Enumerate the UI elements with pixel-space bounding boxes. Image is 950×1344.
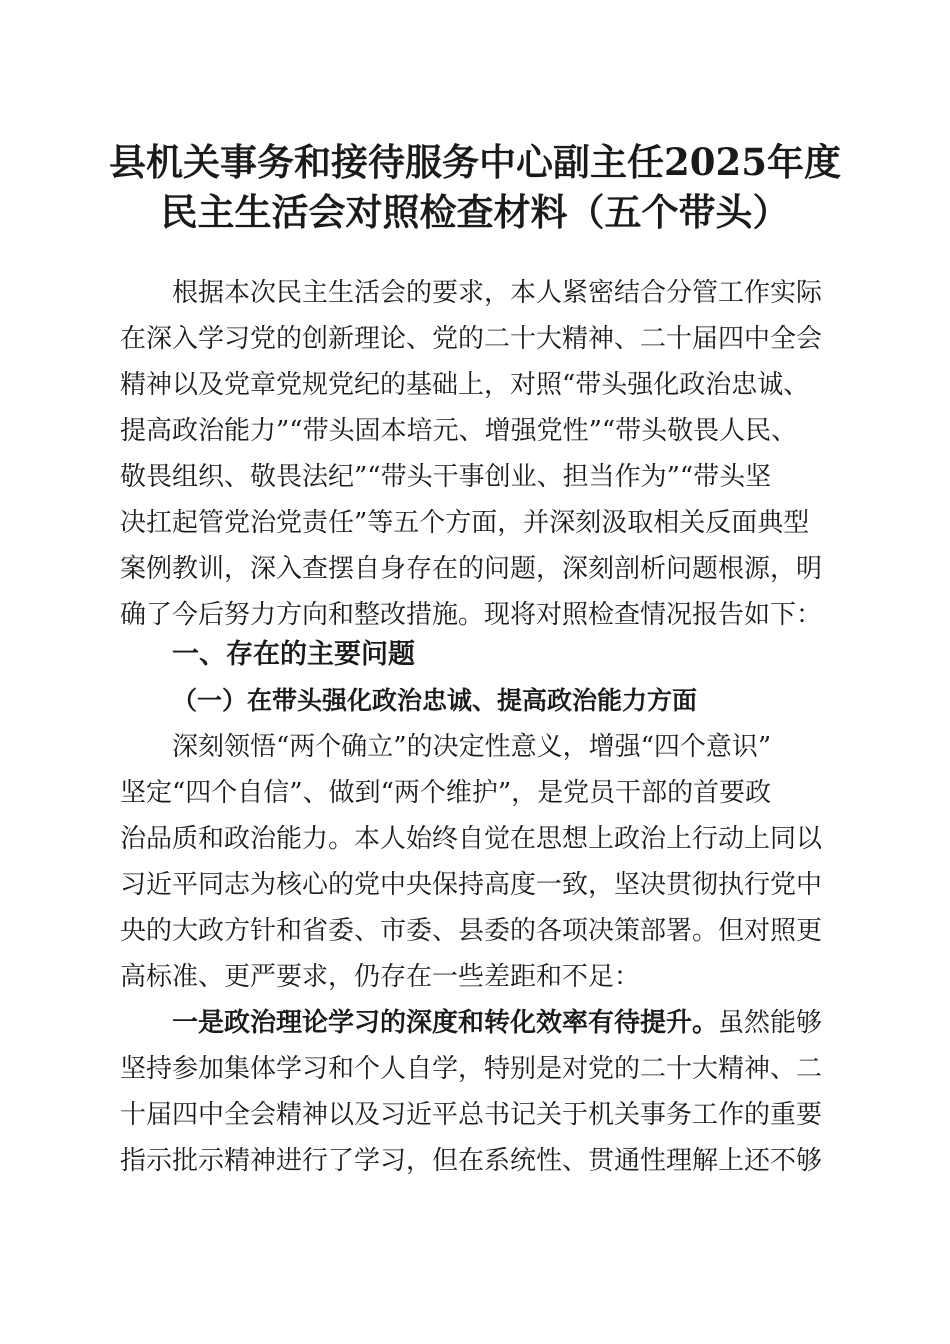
paragraph-line: 治品质和政治能力。本人始终自觉在思想上政治上行动上同以 [120, 824, 823, 854]
intro-line: 确了今后努力方向和整改措施。现将对照检查情况报告如下： [120, 600, 823, 630]
document-title-line-1: 县机关事务和接待服务中心副主任2025年度 [109, 140, 841, 184]
intro-line: 案例教训，深入查摆自身存在的问题，深刻剖析问题根源，明 [120, 554, 823, 584]
paragraph-lead-sentence: 一是政治理论学习的深度和转化效率有待提升。 [172, 1008, 719, 1038]
paragraph-line: 深刻领悟“两个确立”的决定性意义，增强“四个意识” [172, 732, 772, 762]
section-heading: 一、存在的主要问题 [172, 639, 415, 670]
paragraph-first-line [172, 1000, 822, 1046]
paragraph-line: 坚定“四个自信”、做到“两个维护”，是党员干部的首要政 [120, 778, 772, 808]
document-title-line-2: 民主生活会对照检查材料（五个带头） [160, 190, 790, 234]
intro-line: 在深入学习党的创新理论、党的二十大精神、二十届四中全会 [120, 324, 823, 354]
paragraph-line: 坚持参加集体学习和个人自学，特别是对党的二十大精神、二 [120, 1054, 823, 1084]
paragraph-line: 指示批示精神进行了学习，但在系统性、贯通性理解上还不够 [120, 1146, 823, 1176]
intro-line: 敬畏组织、敬畏法纪”“带头干事创业、担当作为”“带头坚 [120, 462, 772, 492]
intro-line: 根据本次民主生活会的要求，本人紧密结合分管工作实际 [172, 278, 823, 308]
paragraph-line: 高标准、更严要求，仍存在一些差距和不足： [120, 962, 641, 992]
paragraph-line-rest: 虽然能够 [718, 1008, 823, 1038]
intro-line: 决扛起管党治党责任”等五个方面，并深刻汲取相关反面典型 [120, 508, 810, 538]
intro-line: 提高政治能力”“带头固本培元、增强党性”“带头敬畏人民、 [120, 416, 798, 446]
subsection-heading: （一）在带头强化政治忠诚、提高政治能力方面 [172, 686, 698, 715]
paragraph-line: 央的大政方针和省委、市委、县委的各项决策部署。但对照更 [120, 916, 823, 946]
paragraph-line: 十届四中全会精神以及习近平总书记关于机关事务工作的重要 [120, 1100, 823, 1130]
paragraph-line: 习近平同志为核心的党中央保持高度一致，坚决贯彻执行党中 [120, 870, 823, 900]
intro-line: 精神以及党章党规党纪的基础上，对照“带头强化政治忠诚、 [120, 370, 810, 400]
